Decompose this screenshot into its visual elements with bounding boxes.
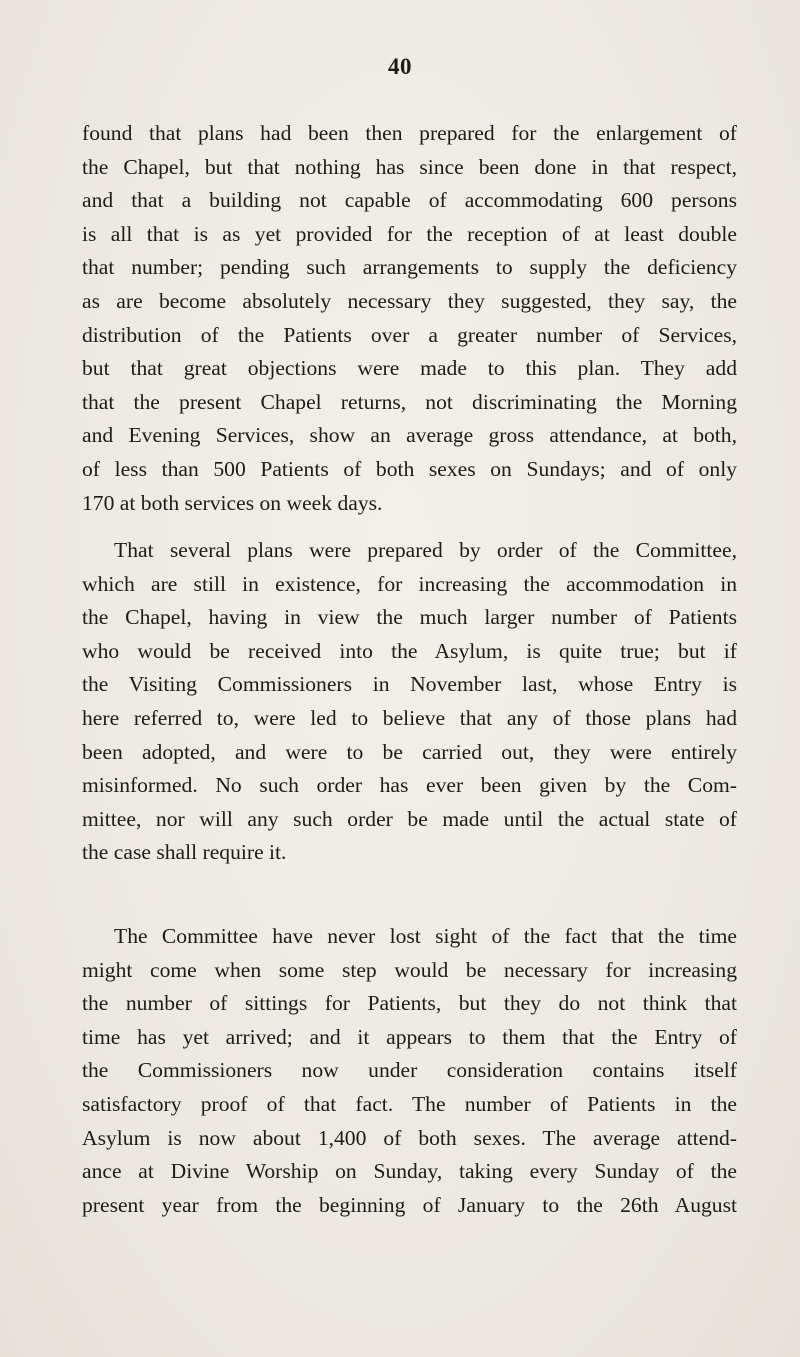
text-line: present year from the beginning of January to the 26th August (82, 1192, 737, 1217)
text-line: but that great objections were made to this plan. They add (82, 356, 737, 381)
paragraph-3 (82, 920, 737, 1222)
text-line: the Visiting Commissioners in November last, whose Entry is (82, 672, 737, 697)
text-line: the Chapel, having in view the much larger number of Patients (82, 605, 737, 630)
text-line: misinformed. No such order has ever been given by the Com- (82, 773, 737, 798)
text-line: as are become absolutely necessary they suggested, they say, the (82, 288, 737, 313)
text-line: 170 at both services on week days. (82, 490, 383, 515)
text-line: that the present Chapel returns, not discriminating the Morning (82, 389, 737, 414)
text-line: That several plans were prepared by order of the Committee, (114, 538, 737, 562)
text-line: found that plans had been then prepared for the enlargement of (82, 121, 737, 145)
text-line: which are still in existence, for increasing the accommodation in (82, 571, 737, 596)
text-line: distribution of the Patients over a greater number of Services, (82, 322, 737, 347)
text-line: here referred to, were led to believe that any of those plans had (82, 705, 737, 730)
text-line: might come when some step would be necessary for increasing (82, 957, 737, 982)
text-line: mittee, nor will any such order be made until the actual state of (82, 806, 737, 831)
text-line: the Commissioners now under consideration contains itself (82, 1058, 737, 1083)
text-line: that number; pending such arrangements to supply the deficiency (82, 255, 737, 280)
text-line: the Chapel, but that nothing has since been done in that respect, (82, 154, 737, 179)
page-number: 40 (388, 54, 412, 79)
text-line: and Evening Services, show an average gross attendance, at both, (82, 423, 737, 448)
text-line: is all that is as yet provided for the reception of at least double (82, 221, 737, 246)
text-line: and that a building not capable of accommodating 600 persons (82, 188, 737, 213)
text-line: been adopted, and were to be carried out, they were entirely (82, 739, 737, 764)
text-line: The Committee have never lost sight of the fact that the time (114, 924, 737, 948)
text-line: of less than 500 Patients of both sexes on Sundays; and of only (82, 456, 737, 481)
text-line: who would be received into the Asylum, is quite true; but if (82, 638, 737, 663)
text-line: the case shall require it. (82, 840, 287, 865)
text-line: time has yet arrived; and it appears to them that the Entry of (82, 1024, 737, 1049)
paragraph-1 (82, 117, 737, 520)
text-line: satisfactory proof of that fact. The number of Patients in the (82, 1091, 737, 1116)
text-line: the number of sittings for Patients, but they do not think that (82, 991, 737, 1016)
text-line: Asylum is now about 1,400 of both sexes. The average attend- (82, 1125, 737, 1150)
text-line: ance at Divine Worship on Sunday, taking every Sunday of the (82, 1159, 737, 1184)
paragraph-2 (82, 534, 737, 870)
